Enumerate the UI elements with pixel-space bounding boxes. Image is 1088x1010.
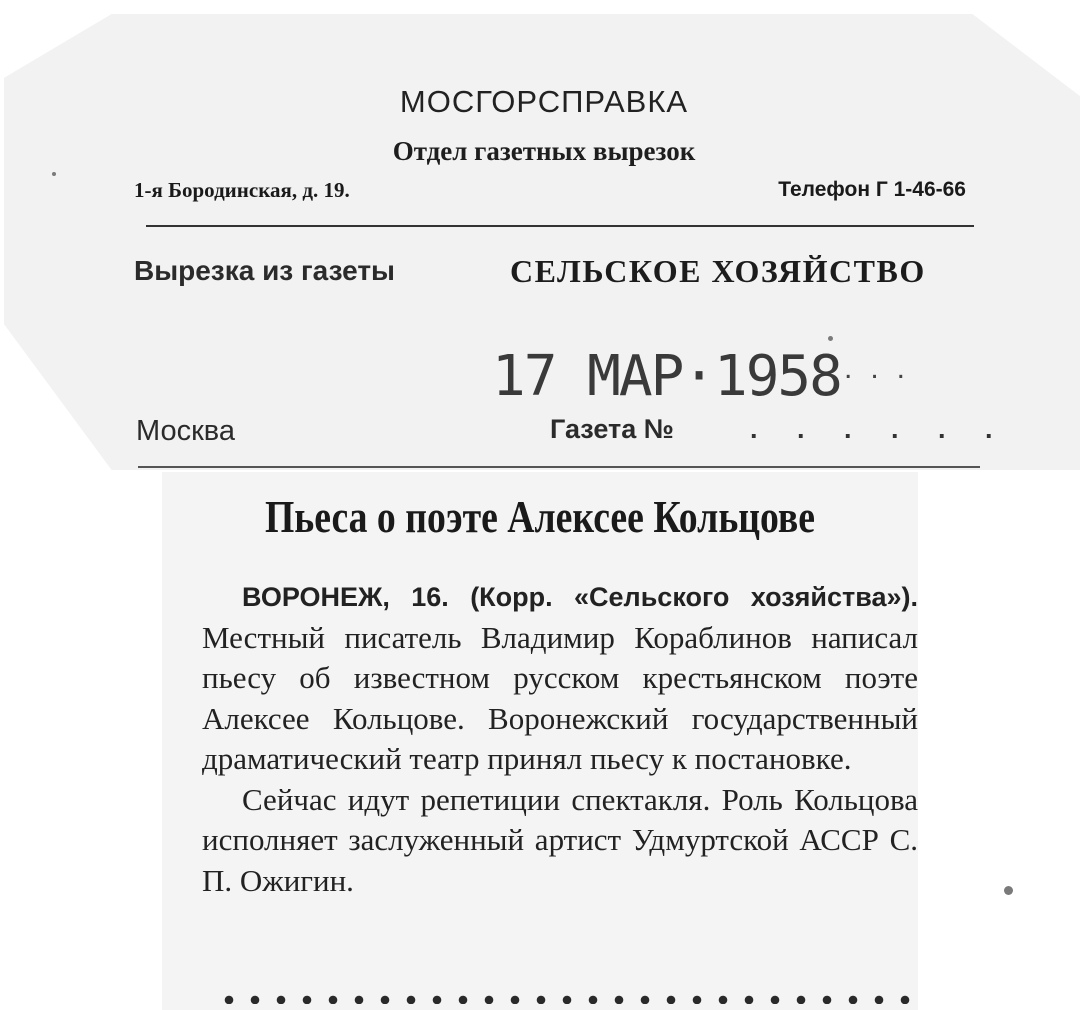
article-paragraph-1 [202,576,918,780]
ink-speck [828,336,833,341]
dotted-separator [216,994,916,1004]
clipping-label: Вырезка из газеты [134,255,395,286]
header-divider [146,225,974,227]
card-bottom-line [138,466,980,468]
article-lead: ВОРОНЕЖ, 16. (Корр. «Сельского хозяйства»). [242,582,918,612]
date-stamp-dots: ... [844,352,924,385]
article-paragraph-1-text: Местный писатель Владимир Кораблинов написал пьесу об известном русском крестьянском поэте Алексее Кольцове. Воронежский государственный драматический театр принял пьесу к постановке. [202,619,918,776]
phone-text: Телефон Г 1-46-66 [778,178,966,201]
department-name: Отдел газетных вырезок [392,136,696,166]
issue-label: Газета № [550,414,674,444]
article-clipping [162,472,918,1010]
article-paragraph-2: Сейчас идут репетиции спектакля. Роль Кольцова исполняет заслуженный артист Удмуртской АССР С. П. Ожигин. [202,781,918,898]
article-body [202,576,918,901]
issue-number-dots: . . . . . . [750,414,1009,444]
article-title: Пьеса о поэте Алексее Кольцове [264,491,816,542]
address-text: 1-я Бородинская, д. 19. [134,178,350,202]
date-stamp: 17 МАР·1958 [492,344,841,409]
newspaper-name: СЕЛЬСКОЕ ХОЗЯЙСТВО [510,253,926,289]
city-label: Москва [136,415,236,447]
agency-name: МОСГОРСПРАВКА [399,84,689,119]
ink-speck [52,172,56,176]
ink-speck [1004,886,1013,895]
